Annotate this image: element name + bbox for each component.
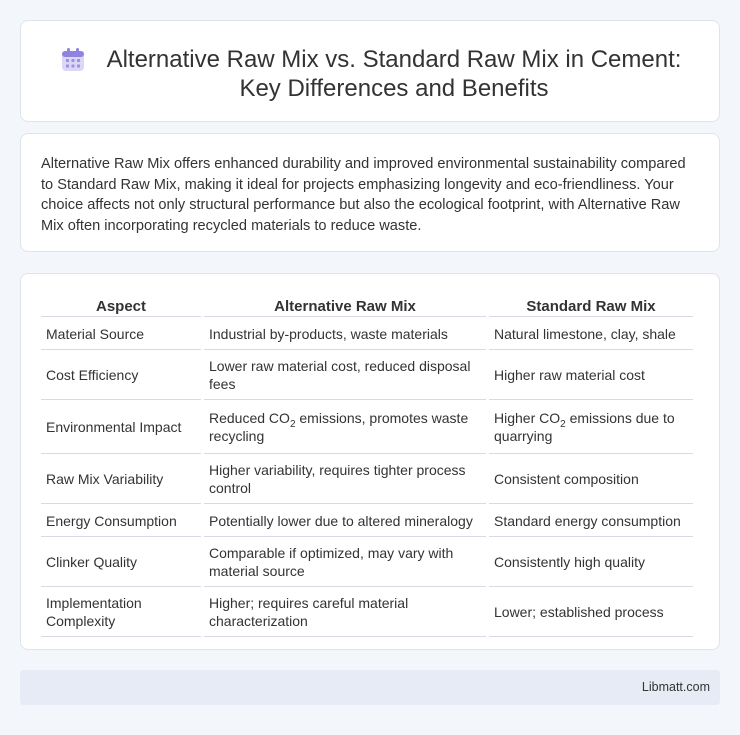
table-row [41, 589, 693, 637]
footer-site-link[interactable]: Libmatt.com [641, 680, 710, 694]
cell-alternative [204, 402, 486, 454]
cell-aspect: Raw Mix Variability [41, 456, 201, 504]
comparison-table [38, 294, 696, 639]
cell-standard: Lower; established process [489, 589, 693, 637]
std-text-sub: 2 [560, 418, 566, 430]
cell-aspect: Energy Consumption [41, 506, 201, 537]
cell-alternative: Higher variability, requires tighter process control [204, 456, 486, 504]
table-row [41, 319, 693, 350]
alt-text-pre: Reduced CO [209, 410, 290, 426]
cell-alternative: Comparable if optimized, may vary with material source [204, 539, 486, 587]
cell-standard: Higher raw material cost [489, 352, 693, 400]
cell-alternative: Lower raw material cost, reduced disposal fees [204, 352, 486, 400]
title-card [20, 20, 720, 122]
footer [20, 670, 720, 705]
page-title [107, 45, 682, 103]
comparison-card [20, 273, 720, 650]
calendar-icon [59, 46, 87, 74]
table-row [41, 539, 693, 587]
table-row [41, 506, 693, 537]
header-alternative: Alternative Raw Mix [204, 296, 486, 317]
cell-alternative: Industrial by-products, waste materials [204, 319, 486, 350]
table-row [41, 402, 693, 454]
summary-card [20, 133, 720, 252]
cell-standard: Consistently high quality [489, 539, 693, 587]
table-row [41, 352, 693, 400]
std-text-post: emissions due to quarrying [494, 410, 675, 444]
header-aspect: Aspect [41, 296, 201, 317]
cell-alternative: Higher; requires careful material characterization [204, 589, 486, 637]
cell-alternative: Potentially lower due to altered mineralogy [204, 506, 486, 537]
header-standard: Standard Raw Mix [489, 296, 693, 317]
std-text-pre: Higher CO [494, 410, 561, 426]
cell-aspect: Clinker Quality [41, 539, 201, 587]
page-title-line1: Alternative Raw Mix vs. Standard Raw Mix in Cement: [106, 46, 682, 73]
cell-aspect: Cost Efficiency [41, 352, 201, 400]
cell-aspect: Material Source [41, 319, 201, 350]
cell-standard: Natural limestone, clay, shale [489, 319, 693, 350]
cell-standard: Consistent composition [489, 456, 693, 504]
cell-standard: Standard energy consumption [489, 506, 693, 537]
alt-text-post: emissions, promotes waste recycling [209, 410, 469, 444]
table-header-row [41, 296, 693, 317]
cell-standard [489, 402, 693, 454]
cell-aspect: Implementation Complexity [41, 589, 201, 637]
alt-text-sub: 2 [289, 418, 296, 430]
cell-aspect: Environmental Impact [41, 402, 201, 454]
page-title-line2: Key Differences and Benefits [239, 75, 549, 102]
summary-text: Alternative Raw Mix offers enhanced durability and improved environmental sustainability compared to Standard Raw Mix, making it ideal for projects emphasizing longevity and eco-friendliness. Your choice affects not only structural performance but also the ecological footprint, with Alternative Raw Mix often incorporating recycled materials to reduce waste. [41, 156, 686, 234]
table-row [41, 456, 693, 504]
